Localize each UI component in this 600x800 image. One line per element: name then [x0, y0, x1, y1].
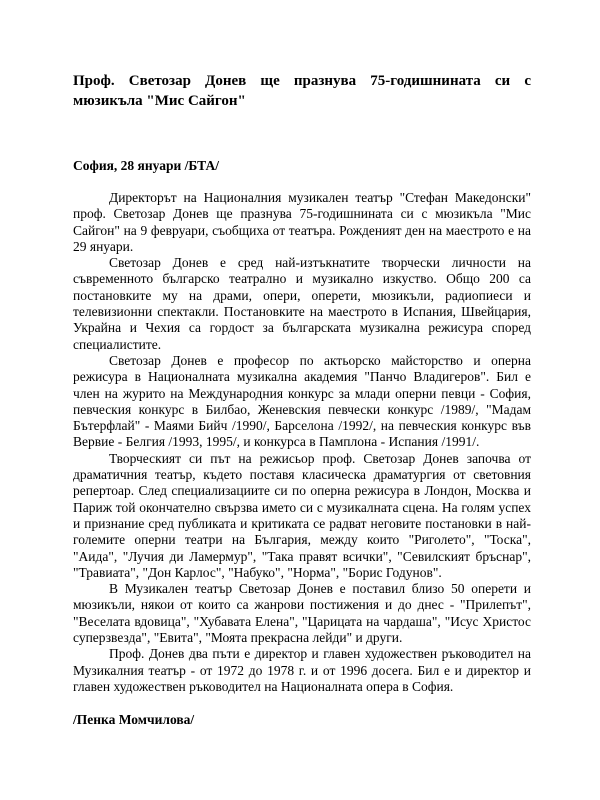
paragraph: Проф. Донев два пъти е директор и главен художествен ръководител на Музикалния театър - от 1972 до 1978 г. и от 1996 досега. Бил е и директор и главен художествен ръководител на Националната опера в София. — [73, 646, 531, 694]
author-signature: /Пенка Момчилова/ — [73, 712, 195, 728]
article-body — [73, 190, 531, 695]
paragraph: Светозар Донев е професор по актьорско майсторство и оперна режисура в Националната музикална академия "Панчо Владигеров". Бил е член на журито на Международния конкурс за млади оперни певци - София, певческия конкурс в Билбао, Женевския певчески конкурс /1989/, "Мадам Бътерфлай" - Маями Бийч /1990/, Барселона /1992/, на певческия конкурс във Вервие - Белгия /1993, 1995/, и конкурса в Памплона - Испания /1991/. — [73, 352, 531, 450]
paragraph: Светозар Донев е сред най-изтъкнатите творчески личности на съвременното българско театрално и музикално изкуство. Общо 200 са постановките му на драми, опери, оперети, мюзикъли, радиопиеси и телевизионни спектакли. Постановките на маестрото в Испания, Швейцария, Украйна и Чехия са гордост за българската музикална режисура според специалистите. — [73, 255, 531, 352]
paragraph: Творческият си път на режисьор проф. Светозар Донев започва от драматичния театър, където поставя класическа драматургия от световния репертоар. След специализациите си по оперна режисура в Лондон, Москва и Париж той окончателно свързва името си с музикалната сцена. На голям успех и признание сред публиката и критиката се радват неговите постановки в най-големите оперни театри на България, между които "Риголето", "Тоска", "Аида", "Лучия ди Ламермур", "Така правят всички", "Севилският бръснар", "Травиата", "Дон Карлос", "Набуко", "Норма", "Борис Годунов". — [73, 450, 531, 580]
paragraph: Директорът на Националния музикален театър "Стефан Македонски" проф. Светозар Донев ще празнува 75-годишнината си с мюзикъла "Мис Сайгон" на 9 февруари, съобщиха от театъра. Рожденият ден на маестрото е на 29 януари. — [73, 190, 531, 254]
article — [73, 71, 531, 729]
paragraph: В Музикален театър Светозар Донев е поставил близо 50 оперети и мюзикъли, някои от които са жанрови постижения и до днес - "Прилепът", "Веселата вдовица", "Хубавата Елена", "Царицата на чардаша", "Исус Христос суперзвезда", "Евита", "Моята прекрасна лейди" и други. — [73, 581, 531, 646]
article-title: Проф. Светозар Донев ще празнува 75-годишнината си с мюзикъла "Мис Сайгон" — [73, 73, 531, 109]
dateline: София, 28 януари /БТА/ — [73, 158, 219, 173]
